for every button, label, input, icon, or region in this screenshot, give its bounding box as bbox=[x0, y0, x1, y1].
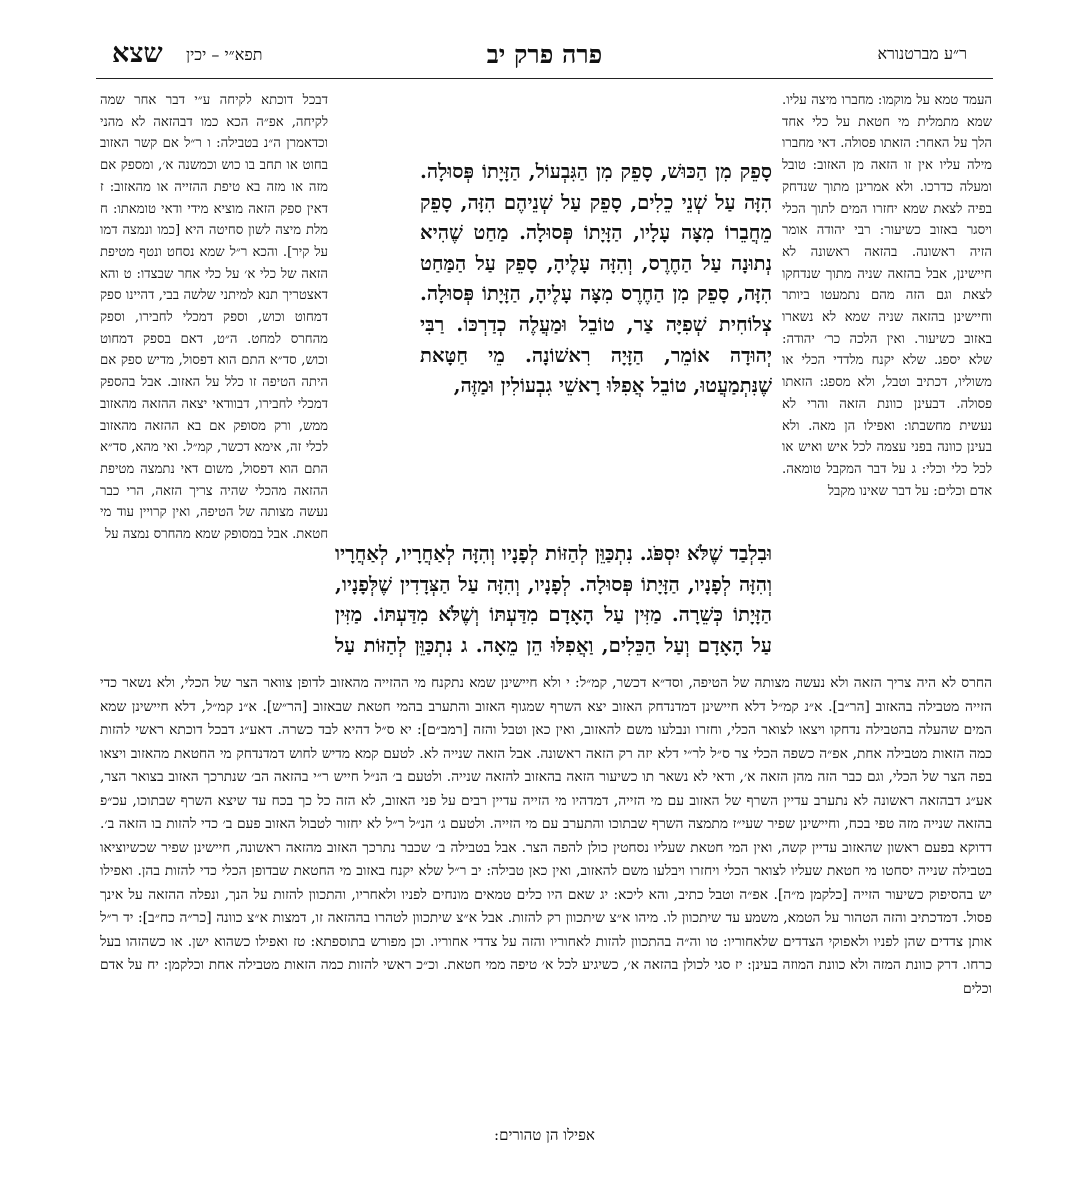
mishna-text-wide: וּבִלְבַד שֶׁלֹּא יִסְפֹּג. נִתְכַּוֵּן לְהַזּוֹת לְפָנָיו וְהִזָּה לְאַחֲרָיו, לְאַחֲרָיו וְהִזָּה לְפָנָיו, הַזָּיָתוֹ פְּסוּלָה. לְפָנָיו, וְהִזָּה עַל הַצְּדָדִין שֶׁלְּפָנָיו, הַזָּיָתוֹ כְּשֵׁרָה. מַזִּין עַל הָאָדָם מִדַּעְתּוֹ וְשֶׁלֹּא מִדַּעְתּוֹ. מַזִּין עַל הָאָדָם וְעַל הַכֵּלִים, וַאֲפִלּוּ הֵן מֵאָה. ג נִתְכַּוֵּן לְהַזּוֹת עַל bbox=[335, 542, 772, 657]
header-commentary-title-left: תפא״י – יכין bbox=[186, 45, 263, 64]
commentary-bartenura-column: העמד טמא על מוקמו: מחברו מיצה עליו. שמא מתמלית מי חטאת על כלי אחד הלך על האחר: הזאתו פסולה. דאי מחברו מילה עליו אין זו הזאה מן האזוב: טובל ומעלה כדרכו. ולא אמרינן מתוך שנדחק בפיה לצאת שמא יחזרו המים לתוך הכלי ויסגר באזוב כשיעור: רבי יהודה אומר הזיה ראשונה. בהזאה ראשונה לא חיישינן, אבל בהזאה שניה מתוך שנדחקו לצאת וגם הזה מהם נתמעטו ביותר וחיישינן בהזאה שניה שמא לא נשארו באזוב כשיעור. ואין הלכה כר׳ יהודה: שלא יספג. שלא יקנח מלדדי הכלי או משוליו, דכתיב וטבל, ולא מספג: הזאתו פסולה. דבעינן כוונת הזאה והרי לא נעשית מחשבתו: ואפילו הן מאה. ולא בעינן כוונה בפני עצמה לכל איש ואיש או לכל כלי וכלי: ג על דבר המקבל טומאה. אדם וכלים: על דבר שאינו מקבל bbox=[782, 93, 992, 499]
commentary-tiferet-column: דבכל דוכתא לקיחה ע״י דבר אחר שמה לקיחה, אפ״ה הכא כמו דבהזאה לא מהני וכדאמרן ה״נ בטבילה: ו ר״ל אם קשר האזוב בחוט או תחב בו כוש וכמשנה א׳, ומספק אם מזה או מזה בא טיפת ההזייה או מהאזוב: ז דאין ספק הזאה מוציא מידי ודאי טומאתו: ח מלת מיצה לשון סחיטה היא [כמו ונמצה דמו על קיר]. והכא ר״ל שמא נסחט ונטף מטיפת הזאה של כלי א׳ על כלי אחר שבצדו: ט והא דאצטריך תנא למיתני שלשה בבי, דהיינו ספק דמחוט וכוש, וספק דמכלי לחבירו, וספק מהחרס למחט. ה״ט, דאם בספק דמחוט וכוש, סד״א התם הוא דפסול, מדיש ספק אם היתה הטיפה זו כלל על האזוב. אבל בהספק דמכלי לחבירו, דבוודאי יצאה ההזאה מהאזוב ממש, ורק מסופק אם בא ההזאה מהאזוב לכלי זה, אימא דכשר, קמ״ל. ואי מהא, סד״א התם הוא דפסול, משום דאי נתמצה מטיפת ההזאה מהכלי שהיה צריך הזאה, הרי כבר נעשה מצותה של הטיפה, ואין קרויין עוד מי חטאת. אבל במסופק שמא מהחרס נמצה על bbox=[100, 93, 328, 543]
page-number: שצא bbox=[112, 38, 163, 69]
mishna-text-narrow: סָפֵק מִן הַכּוּשׁ, סָפֵק מִן הַגִּבְעוֹל, הַזָּיָתוֹ פְּסוּלָה. הִזָּה עַל שְׁנֵי כֵלִים, סָפֵק עַל שְׁנֵיהֶם הִזָּה, סָפֵק מֵחֲבֵרוֹ מִצָּה עָלָיו, הַזָּיָתוֹ פְּסוּלָה. מַחַט שֶׁהִיא נְתוּנָה עַל הַחֶרֶס, וְהִזָּה עָלֶיהָ, סָפֵק עַל הַמַּחַט הִזָּה, סָפֵק מִן הַחֶרֶס מִצָּה עָלֶיהָ, הַזָּיָתוֹ פְּסוּלָה. צְלוֹחִית שְׁפִיָּה צַר, טוֹבֵל וּמַעֲלֶה כְדַרְכּוֹ. רַבִּי יְהוּדָה אוֹמֵר, הַזָּיָה רִאשׁוֹנָה. מֵי חַטָּאת שֶׁנִּתְמַעֲטוּ, טוֹבֵל אֲפִלּוּ רָאשֵׁי גִבְעוֹלִין וּמַזֶּה, bbox=[420, 160, 772, 398]
header-chapter-title: פרה פרק יב bbox=[486, 40, 603, 69]
commentary-bottom-block: החרס לא היה צריך הזאה ולא נעשה מצותה של הטיפה, וסד״א דכשר, קמ״ל: י ולא חיישינן שמא נתקנח מי ההזייה מהאזוב לדופן צוואר הצר של הכלי, ולא נשאר כדי הזייה מטבילה בהאזוב [הר״ב]. א״נ קמ״ל דלא חיישינן דמדנדחק האזוב יצא השרף שמגוף האזוב והתערב בהמי חטאת שבאזוב [הר״ש]. א״נ קמ״ל, דלא חיישינן שמא המים שהעלה בהטבילה נדחקו ויצאו לצואר הכלי, וחזרו ונבלעו משם להאזוב, ואין כאן וטבל והזה [רמב״ם]: יא ס״ל דהיא לבד כשרה. דאע״ג דבכל דוכתא ראשי להזות כמה הזאות מטבילה אחת, אפ״ה כשפה הכלי צר ס״ל לר״י דלא יזה רק הזאה ראשונה. אבל הזאה שנייה לא. לטעם קמא מדיש לחוש דמדנדחק מי החטאת מהאזוב ויצאו בפה הצר של הכלי, וגם כבר הזה מהן הזאה א׳, ודאי לא נשאר תו כשיעור הזאה בהאזוב להזאה שנייה. ולטעם ב׳ הנ״ל חייש ר״י בהזאה הב׳ שנתרכך האזוב בצואר הצר, אע״ג דבהזאה ראשונה לא נתערב עדיין השרף של האזוב עם מי הזייה, דמדהיו מי הזייה עדיין רבים על פני האזוב, לא הזה כל כך בכח עד שיצא השרף שבתוכו, עכ״פ בהזאה שנייה מזה טפי בכח, וחיישינן שפיר שעי״ז מתמצה השרף שבתוכו והתערב עם מי הזייה. ולטעם ג׳ הנ״ל ר״ל לא יחזור לטבול האזוב פעם ב׳ כדי להזות בו הזאה ב׳. דדוקא בפעם ראשון שהאזוב עדיין קשה, ואין המי חטאת שעליו נסחטין כולן להפה הצר. אבל בטבילה ב׳ שכבר נתרכך האזוב מהזאה ראשונה, חיישינן שפיר שכשיוציאו בטבילה שנייה יסחטו מי חטאת שעליו לצואר הכלי ויחזרו ויבלעו משם להאזוב, ואין כאן טבילה: יב ר״ל שלא יקנח באזוב מי החטאת שבדופן הכלי כדי להזות בהן. ואפילו יש בהסיפוק כשיעור הזייה [כלקמן מ״ה]. אפ״ה וטבל כתיב, והא ליכא: יג שאם היו כלים טמאים מונחים לפניו ולאחריו, והתכוון להזות על הנך, ונפלה ההזאה על אינך פסול. דמדכתיב והזה הטהור על הטמא, משמע עד שיתכוון לו. מיהו א״צ שיתכוון רק להזות. אבל א״צ שיתכוון לטהרו בההזאה זו, דמצות א״צ כוונה [כר״ה כח״ב]: יד ר״ל אותן צדדים שהן לפניו ולאפוקי הצדדים שלאחוריו: טו וה״ה בהתכוון להזות לאחוריו והזה על צדדי אחוריו. וכן מפורש בתוספתא: טז ואפילו כשהוא ישן. או כשהזהו בעל כרחו. דרק כוונת המזה ולא כוונת המוזה בעינן: יז סגי לכולן בהזאה א׳, כשיגיע לכל א׳ טיפה ממי חטאת. וכ״כ ראשי להזות כמה הזאות מטבילה אחת וכלקמן: יח על אדם וכלים bbox=[100, 675, 992, 997]
header-commentary-title: ר״ע מברטנורא bbox=[877, 44, 967, 63]
commentary-closing-line: אפילו הן טהורים: bbox=[494, 1126, 595, 1144]
header-divider bbox=[96, 78, 993, 79]
